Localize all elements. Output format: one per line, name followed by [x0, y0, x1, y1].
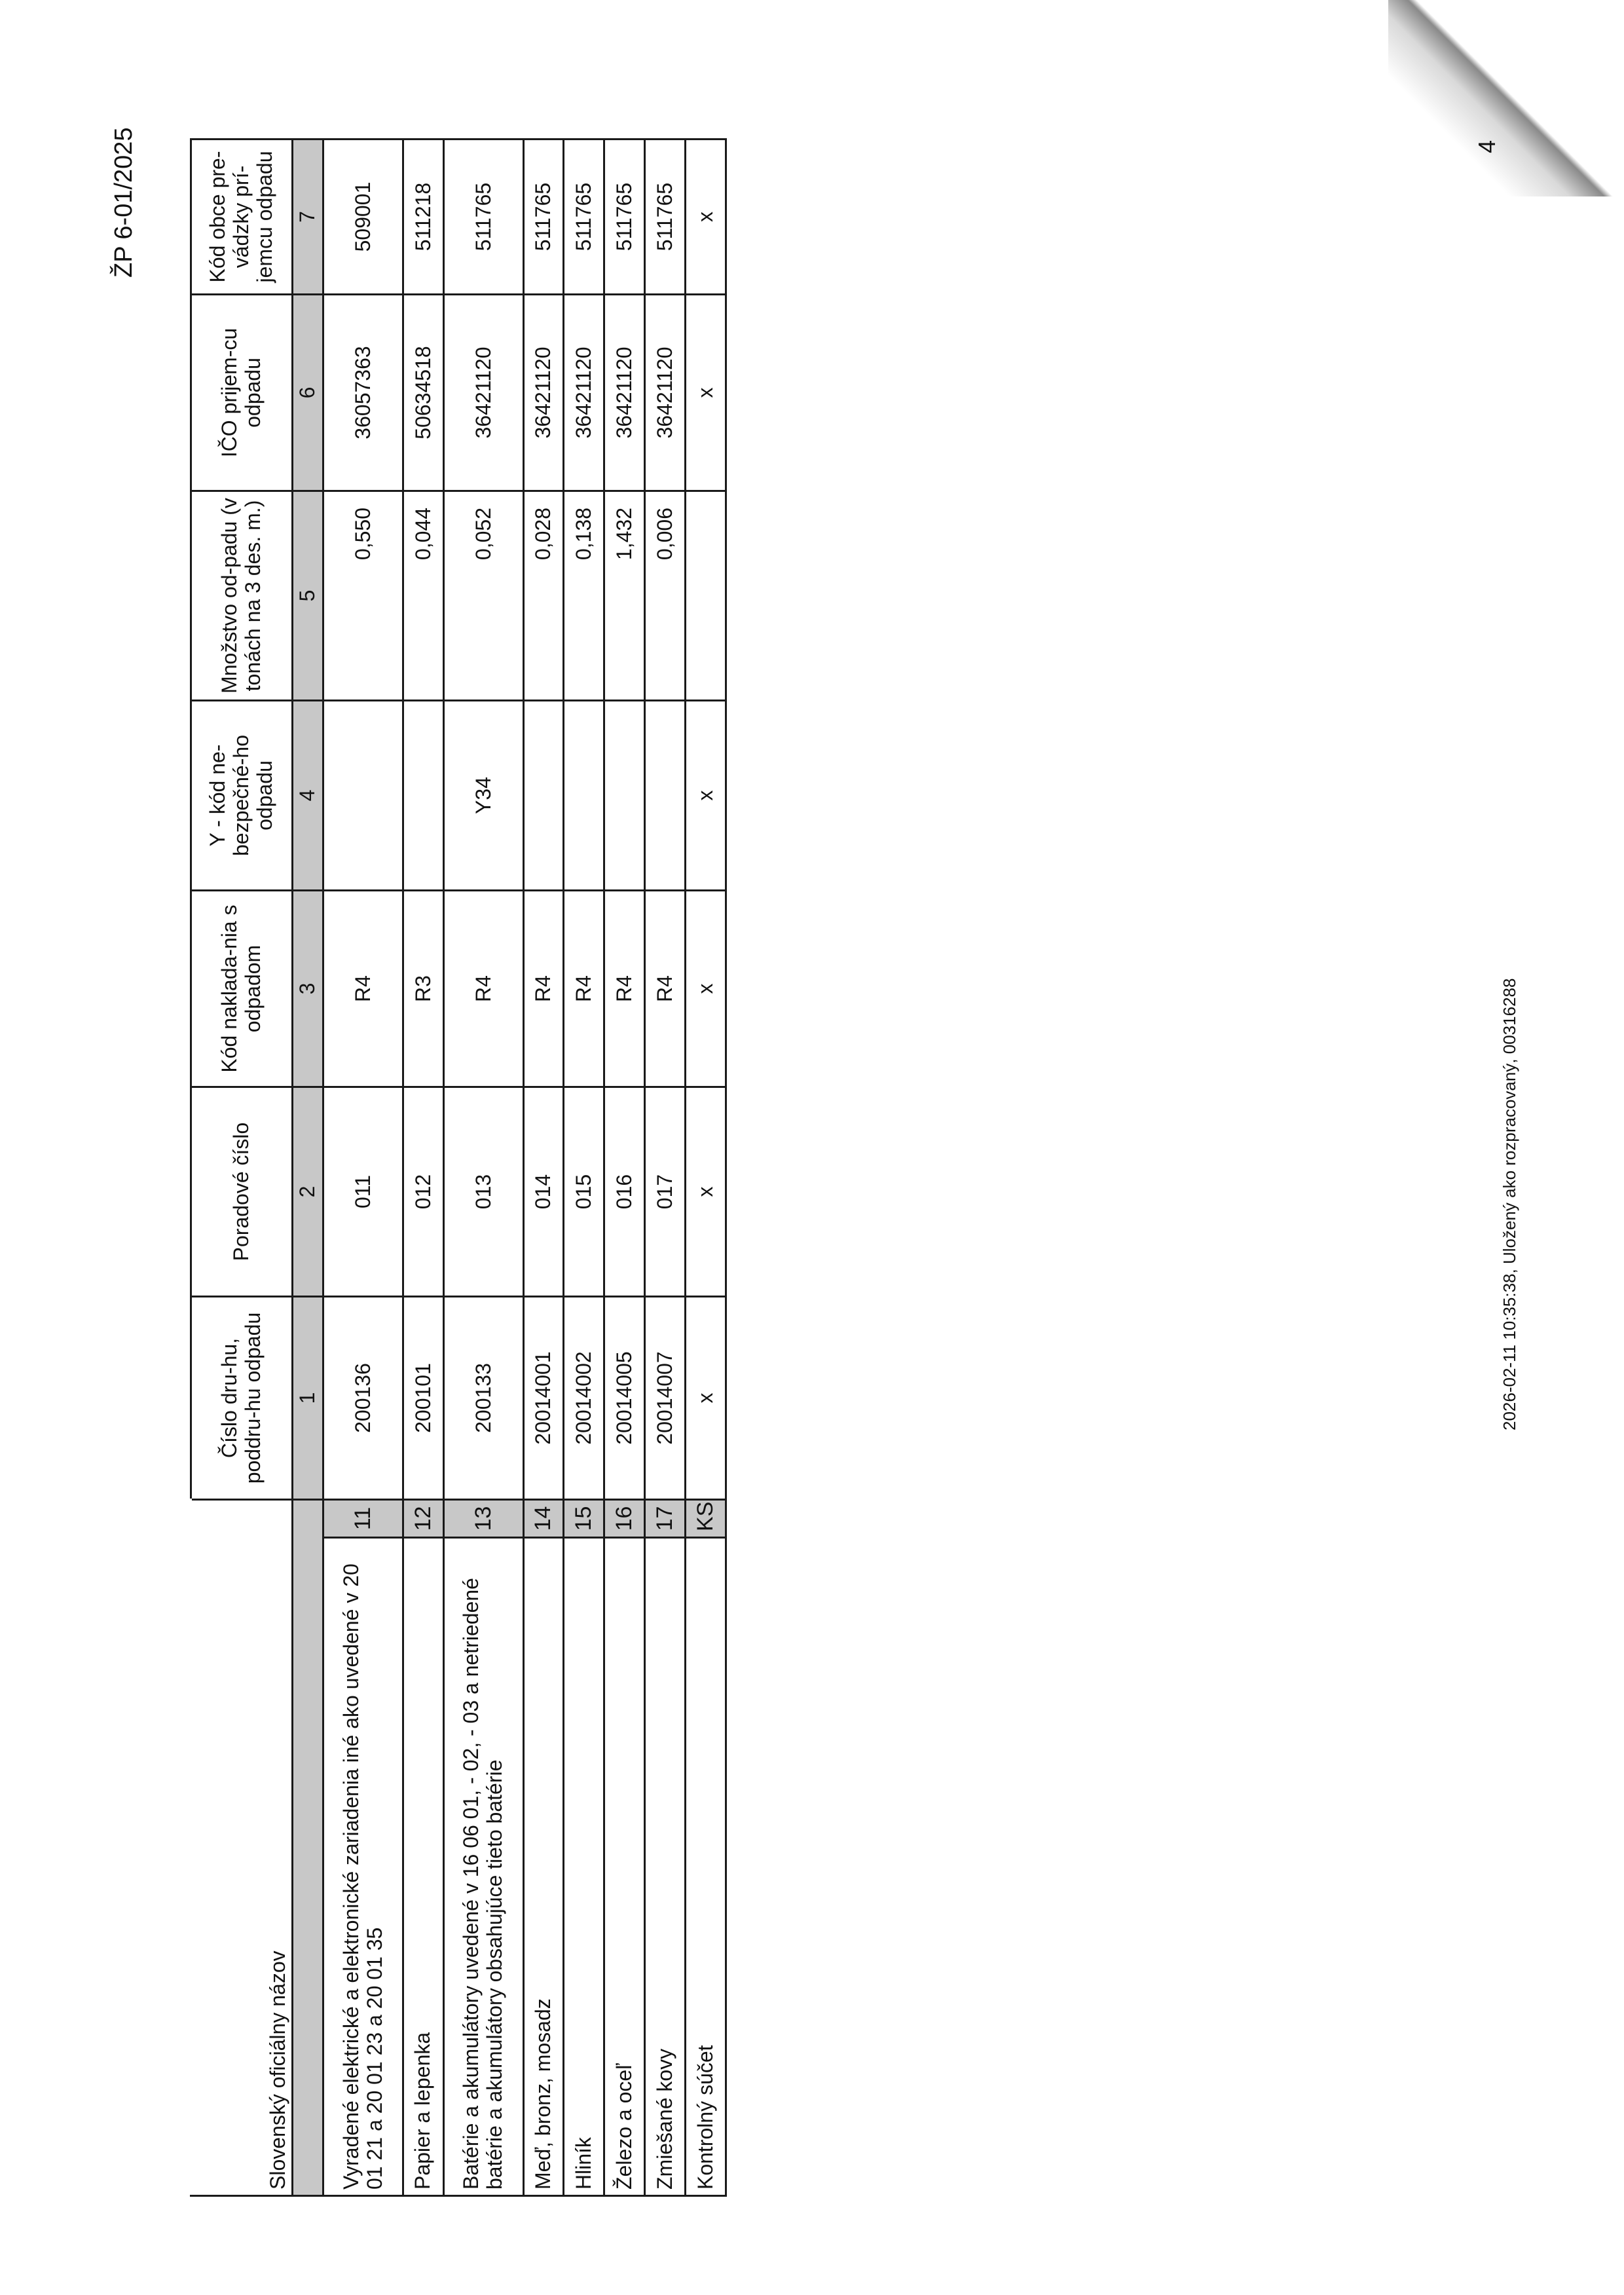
cell-quantity: 0,006 — [645, 491, 686, 701]
header-col-1: Číslo dru-hu, poddru-hu odpadu — [191, 1297, 293, 1500]
row-name: Batérie a akumulátory uvedené v 16 06 01, - 02, - 03 a netriedené batérie a akumulátory obsahujúce tieto batérie — [443, 1538, 523, 2196]
document-code: ŽP 6-01/2025 — [110, 127, 138, 278]
cell-recipient-ico: 36421120 — [564, 295, 604, 491]
cell-quantity: 0,550 — [323, 491, 403, 701]
cell-municipality-code: 511218 — [403, 140, 443, 295]
cell-quantity: 0,052 — [443, 491, 523, 701]
col-number: 7 — [292, 140, 323, 295]
row-name: Železo a oceľ — [604, 1538, 645, 2196]
cell-municipality-code: 511765 — [564, 140, 604, 295]
column-number-row — [292, 140, 323, 2196]
cell-y-code: x — [686, 701, 726, 891]
header-row — [191, 140, 293, 2196]
col-number: 2 — [292, 1087, 323, 1297]
cell-waste-code: x — [686, 1297, 726, 1500]
cell-order-number: 013 — [443, 1087, 523, 1297]
col-number-blank — [292, 1500, 323, 2196]
header-col-6: IČO prijem-cu odpadu — [191, 295, 293, 491]
cell-order-number: 016 — [604, 1087, 645, 1297]
row-name: Kontrolný súčet — [686, 1538, 726, 2196]
cell-y-code — [564, 701, 604, 891]
cell-handling-code: R4 — [564, 891, 604, 1087]
table-body — [323, 140, 726, 2196]
cell-municipality-code: 509001 — [323, 140, 403, 295]
cell-quantity: 1,432 — [604, 491, 645, 701]
row-number: 16 — [604, 1500, 645, 1538]
cell-waste-code: 20014007 — [645, 1297, 686, 1500]
cell-recipient-ico: 50634518 — [403, 295, 443, 491]
cell-recipient-ico: 36421120 — [604, 295, 645, 491]
row-number: 17 — [645, 1500, 686, 1538]
cell-order-number: x — [686, 1087, 726, 1297]
cell-municipality-code: 511765 — [523, 140, 564, 295]
table-row — [443, 140, 523, 2196]
cell-handling-code: R4 — [604, 891, 645, 1087]
table-row — [604, 140, 645, 2196]
cell-recipient-ico: 36421120 — [443, 295, 523, 491]
col-number: 5 — [292, 491, 323, 701]
cell-order-number: 015 — [564, 1087, 604, 1297]
table-row — [645, 140, 686, 2196]
cell-recipient-ico: 36421120 — [645, 295, 686, 491]
cell-municipality-code: 511765 — [645, 140, 686, 295]
waste-table — [190, 138, 727, 2197]
cell-y-code — [523, 701, 564, 891]
cell-waste-code: 20014001 — [523, 1297, 564, 1500]
cell-municipality-code: 511765 — [443, 140, 523, 295]
cell-municipality-code: 511765 — [604, 140, 645, 295]
row-number: 14 — [523, 1500, 564, 1538]
footer-status: 2026-02-11 10:35:38, Uložený ako rozpracovaný, 00316288 — [1500, 978, 1519, 1430]
cell-order-number: 017 — [645, 1087, 686, 1297]
table-row — [403, 140, 443, 2196]
row-name: Hliník — [564, 1538, 604, 2196]
header-col-3: Kód naklada-nia s odpadom — [191, 891, 293, 1087]
row-number: 11 — [323, 1500, 403, 1538]
table-row — [564, 140, 604, 2196]
table-row — [323, 140, 403, 2196]
col-number: 1 — [292, 1297, 323, 1500]
cell-handling-code: R4 — [645, 891, 686, 1087]
cell-quantity: 0,044 — [403, 491, 443, 701]
header-col-5: Množstvo od-padu (v tonách na 3 des. m.) — [191, 491, 293, 701]
row-number: 15 — [564, 1500, 604, 1538]
cell-waste-code: 200101 — [403, 1297, 443, 1500]
cell-recipient-ico: 36421120 — [523, 295, 564, 491]
cell-y-code — [323, 701, 403, 891]
cell-quantity — [686, 491, 726, 701]
row-name: Vyradené elektrické a elektronické zariadenia iné ako uvedené v 20 01 21 a 20 01 23 a 20 01 35 — [323, 1538, 403, 2196]
cell-y-code — [645, 701, 686, 891]
cell-y-code — [604, 701, 645, 891]
table-row — [686, 140, 726, 2196]
cell-y-code — [403, 701, 443, 891]
cell-waste-code: 20014005 — [604, 1297, 645, 1500]
header-col-2: Poradové číslo — [191, 1087, 293, 1297]
table-row — [523, 140, 564, 2196]
cell-recipient-ico: x — [686, 295, 726, 491]
cell-handling-code: R4 — [443, 891, 523, 1087]
cell-handling-code: x — [686, 891, 726, 1087]
row-name: Papier a lepenka — [403, 1538, 443, 2196]
cell-waste-code: 200133 — [443, 1297, 523, 1500]
col-number: 6 — [292, 295, 323, 491]
header-name: Slovenský oficiálny názov — [191, 1500, 293, 2196]
cell-waste-code: 20014002 — [564, 1297, 604, 1500]
cell-y-code: Y34 — [443, 701, 523, 891]
row-number: 13 — [443, 1500, 523, 1538]
cell-waste-code: 200136 — [323, 1297, 403, 1500]
cell-recipient-ico: 36057363 — [323, 295, 403, 491]
cell-handling-code: R3 — [403, 891, 443, 1087]
row-name: Meď, bronz, mosadz — [523, 1538, 564, 2196]
row-name: Zmiešané kovy — [645, 1538, 686, 2196]
row-number: KS — [686, 1500, 726, 1538]
cell-quantity: 0,028 — [523, 491, 564, 701]
cell-order-number: 011 — [323, 1087, 403, 1297]
cell-municipality-code: x — [686, 140, 726, 295]
cell-handling-code: R4 — [323, 891, 403, 1087]
header-col-4: Y - kód ne-bezpečné-ho odpadu — [191, 701, 293, 891]
col-number: 4 — [292, 701, 323, 891]
cell-order-number: 012 — [403, 1087, 443, 1297]
row-number: 12 — [403, 1500, 443, 1538]
page-number: 4 — [1473, 140, 1500, 153]
col-number: 3 — [292, 891, 323, 1087]
header-col-7: Kód obce pre-vádzky prí-jemcu odpadu — [191, 140, 293, 295]
cell-quantity: 0,138 — [564, 491, 604, 701]
cell-handling-code: R4 — [523, 891, 564, 1087]
cell-order-number: 014 — [523, 1087, 564, 1297]
